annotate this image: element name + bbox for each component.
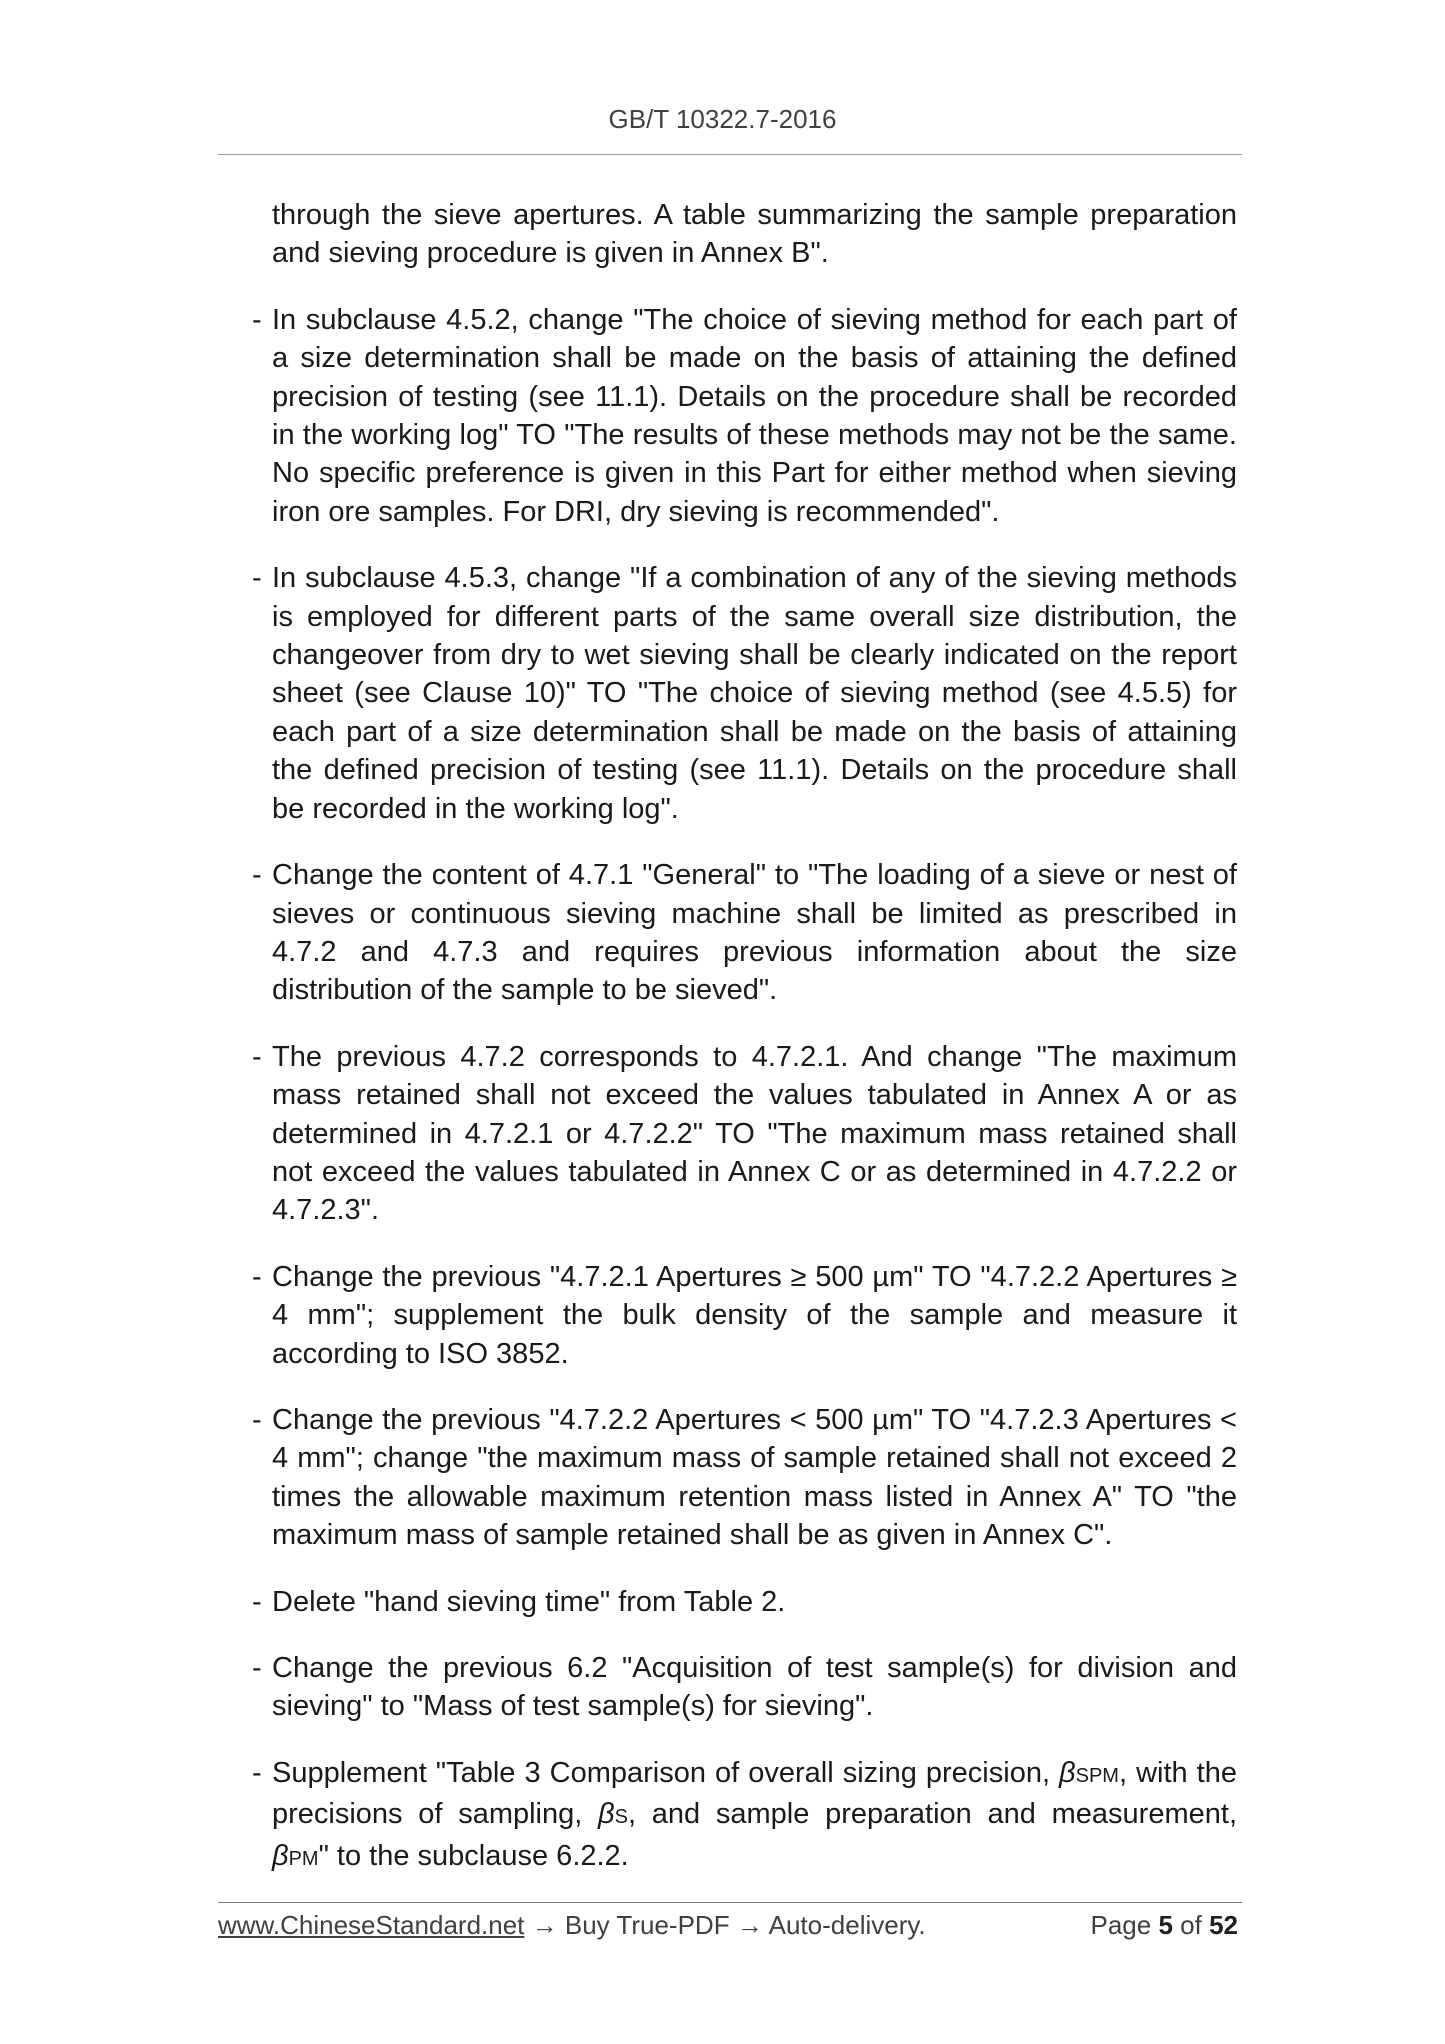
list-item-text xyxy=(272,1754,1237,1878)
header-divider xyxy=(218,154,1242,155)
website-link[interactable]: www.ChineseStandard.net xyxy=(218,1910,525,1940)
list-item xyxy=(252,1401,1237,1555)
arrow-icon: → xyxy=(736,1910,763,1940)
text-segment: " to the subclause 6.2.2. xyxy=(318,1839,629,1872)
buy-text: Buy True-PDF xyxy=(564,1910,730,1940)
current-page: 5 xyxy=(1158,1910,1173,1940)
text-segment: , with the precisions of sampling, xyxy=(272,1756,1237,1831)
list-item-text: Change the previous "4.7.2.1 Apertures ≥ 500 µm" TO "4.7.2.2 Apertures ≥ 4 mm"; supplement the bulk density of the sample and measure it according to ISO 3852. xyxy=(272,1260,1237,1370)
text-segment: , and sample preparation and measurement, xyxy=(627,1798,1237,1831)
list-dash: - xyxy=(252,1756,262,1789)
list-item xyxy=(252,1258,1237,1373)
list-dash: - xyxy=(252,562,262,595)
subscript: SPM xyxy=(1075,1764,1119,1787)
beta-symbol: β xyxy=(598,1798,615,1831)
list-item-text: Change the previous 6.2 "Acquisition of test sample(s) for division and sieving" to "Mass of test sample(s) for sieving". xyxy=(272,1652,1237,1723)
list-item xyxy=(252,301,1237,531)
list-item-text: In subclause 4.5.2, change "The choice of sieving method for each part of a size determination shall be made on the basis of attaining the defined precision of testing (see 11.1). Details on the procedure shall be recorded in the working log" TO "The results of these methods may not be the same. No specific preference is given in this Part for either method when sieving iron ore samples. For DRI, dry sieving is recommended". xyxy=(272,303,1237,528)
of-label: of xyxy=(1180,1910,1202,1940)
subscript: S xyxy=(614,1806,628,1829)
list-item-text: In subclause 4.5.3, change "If a combination of any of the sieving methods is employed for different parts of the same overall size distribution, the changeover from dry to wet sieving shall be clearly indicated on the report sheet (see Clause 10)" TO "The choice of sieving method (see 4.5.5) for each part of a size determination shall be made on the basis of attaining the defined precision of testing (see 11.1). Details on the procedure shall be recorded in the working log". xyxy=(272,562,1237,825)
list-dash: - xyxy=(252,303,262,336)
list-dash: - xyxy=(252,859,262,892)
total-pages: 52 xyxy=(1209,1910,1238,1940)
list-dash: - xyxy=(252,1403,262,1436)
page-header: GB/T 10322.7-2016 xyxy=(608,104,837,134)
list-item-text: Delete "hand sieving time" from Table 2. xyxy=(272,1585,786,1618)
list-item xyxy=(252,559,1237,828)
beta-symbol: β xyxy=(272,1839,289,1872)
footer-divider xyxy=(218,1902,1242,1903)
list-item xyxy=(252,1754,1237,1878)
list-dash: - xyxy=(252,1585,262,1618)
page-label: Page xyxy=(1090,1910,1152,1940)
list-item-text: The previous 4.7.2 corresponds to 4.7.2.1. And change "The maximum mass retained shall not exceed the values tabulated in Annex A or as determined in 4.7.2.1 or 4.7.2.2" TO "The maximum mass retained shall not exceed the values tabulated in Annex C or as determined in 4.7.2.2 or 4.7.2.3". xyxy=(272,1040,1237,1227)
list-item-text: Change the content of 4.7.1 "General" to "The loading of a sieve or nest of sieves or continuous sieving machine shall be limited as prescribed in 4.7.2 and 4.7.3 and requires previous information about the size distribution of the sample to be sieved". xyxy=(272,859,1237,1007)
delivery-text: Auto-delivery. xyxy=(768,1910,926,1940)
beta-symbol: β xyxy=(1059,1756,1076,1789)
footer-promo xyxy=(218,1910,926,1941)
list-item xyxy=(252,1583,1237,1621)
arrow-icon: → xyxy=(531,1910,558,1940)
list-item xyxy=(252,1649,1237,1726)
subscript: PM xyxy=(288,1847,319,1870)
list-item xyxy=(252,856,1237,1010)
list-dash: - xyxy=(252,1040,262,1073)
text-segment: Supplement "Table 3 Comparison of overall sizing precision, xyxy=(272,1756,1060,1789)
list-dash: - xyxy=(252,1260,262,1293)
list-dash: - xyxy=(252,1652,262,1684)
list-item xyxy=(252,1038,1237,1230)
page-number xyxy=(1090,1910,1238,1941)
continuation-paragraph: through the sieve apertures. A table summarizing the sample preparation and sieving procedure is given in Annex B". xyxy=(272,199,1237,270)
page-footer xyxy=(218,1910,1242,1946)
document-body xyxy=(252,196,1237,1878)
list-item-text: Change the previous "4.7.2.2 Apertures < 500 µm" TO "4.7.2.3 Apertures < 4 mm"; change "the maximum mass of sample retained shall not exceed 2 times the allowable maximum retention mass listed in Annex A" TO "the maximum mass of sample retained shall be as given in Annex C". xyxy=(272,1403,1237,1552)
